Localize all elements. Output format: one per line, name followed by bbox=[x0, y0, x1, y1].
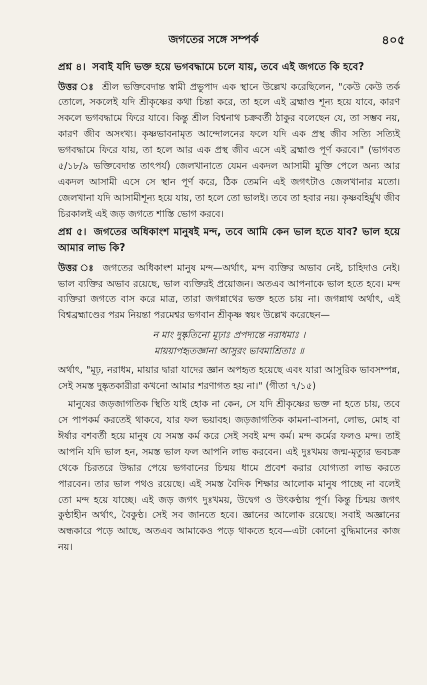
question-label: প্রশ্ন ৪। bbox=[58, 62, 86, 73]
page-header bbox=[0, 32, 427, 48]
sanskrit-verse bbox=[58, 328, 400, 359]
page-content bbox=[58, 60, 400, 558]
running-title: জগতের সঙ্গে সম্পর্ক bbox=[168, 33, 259, 46]
answer-label: উত্তর ঃ bbox=[58, 81, 95, 93]
question-text: সবাই যদি ভক্ত হয়ে ভগবদ্ধামে চলে যায়, তবে এই জগতে কি হবে? bbox=[92, 62, 365, 73]
question-text: জগতের অধিকাংশ মানুষই মন্দ, তবে আমি কেন ভাল হতে যাব? ভাল হয়ে আমার লাভ কি? bbox=[58, 226, 401, 255]
question-label: প্রশ্ন ৫। bbox=[58, 226, 87, 238]
answer-5-paragraph-2: মানুষের জড়জাগতিক স্থিতি যাই হোক না কেন, সে যদি শ্রীকৃষ্ণের ভক্ত না হতে চায়, তবে সে পাপকর্ম করতেই থাকবে, যার ফল ভয়াবহ। জড়জাগতিক কামনা-বাসনা, লোভ, মোহ বা ঈর্ষার বশবর্তী হয়ে মানুষ যে সমস্ত কর্ম করে সেই সবই মন্দ কর্ম। মন্দ কর্মের ফলও মন্দ। তাই আপনি যদি ভাল হন, সমস্ত ভাল ফল আপনি লাভ করবেন। এই দুঃখময় জন্ম-মৃত্যুর ভবচক্র থেকে চিরতরে উদ্ধার পেয়ে ভগবানের চিন্ময় ধামে প্রবেশ করার যোগ্যতা লাভ করতে পারবেন। তার ভাল পথও রয়েছে। এই সমস্ত বৈদিক শিক্ষার আলোক মানুষ পাচ্ছে না বলেই তো মন্দ হয়ে যাচ্ছে। এই জড় জগৎ দুঃখময়, উদ্বেগ ও উৎকণ্ঠায় পূর্ণ। কিন্তু চিন্ময় জগৎ কুণ্ঠাহীন অর্থাৎ, বৈকুণ্ঠ। সেই সব জানতে হবে। জ্ঞানের আলোক রয়েছে। সবাই অজ্ঞানের অন্ধকারে পড়ে আছে, অতএব আমাকেও পড়ে থাকতে হবে—এটা কোনো বুদ্ধিমানের কাজ নয়। bbox=[58, 399, 400, 554]
answer-label: উত্তর ঃ bbox=[58, 262, 96, 274]
page-number: ৪০৫ bbox=[381, 33, 405, 47]
question-4 bbox=[58, 60, 400, 77]
answer-4-paragraph-1 bbox=[58, 80, 400, 223]
question-5 bbox=[58, 225, 400, 258]
answer-text: জগতের অধিকাংশ মানুষ মন্দ—অর্থাৎ, মন্দ ব্যক্তির অভাব নেই, চাহিদাও নেই। ভাল ব্যক্তির অভাব রয়েছে, ভাল ব্যক্তিরই প্রয়োজন। অতএব আপনাকে ভাল হতে হবে। মন্দ ব্যক্তিরা জগতে বাস করে মাত্র, তারা জগন্নাথের ভক্ত হতে চায় না। জগন্নাথ অর্থাৎ, এই বিশ্বব্রহ্মাণ্ডের পরম নিয়ন্তা পরমেশ্বর ভগবান শ্রীকৃষ্ণ স্বয়ং উল্লেখ করেছেন— bbox=[58, 262, 400, 322]
verse-line-1: ন মাং দুষ্কৃতিনো মূঢ়াঃ প্রপদ্যন্তে নরাধমাঃ । bbox=[152, 330, 306, 342]
answer-text: শ্রীল ভক্তিবেদান্ত স্বামী প্রভুপাদ এক স্থানে উল্লেখ করেছিলেন, "কেউ কেউ তর্ক তোলে, সকলেই যদি শ্রীকৃষ্ণের কথা চিন্তা করে, তা হলে এই ব্রহ্মাণ্ড শূন্য হয়ে যাবে, কারণ সকলে ভগবদ্ধামে ফিরে যাবে। কিন্তু শ্রীল বিশ্বনাথ চক্রবর্তী ঠাকুর বলেছেন যে, তা সম্ভব নয়, কারণ জীব অসংখ্য। কৃষ্ণভাবনামৃত আন্দোলনের ফলে যদি এক প্রস্থ জীব সত্যি সত্যিই ভগবদ্ধামে ফিরে যায়, তা হলে আর এক প্রস্থ জীব এসে এই ব্রহ্মাণ্ড পূর্ণ করবে।" (ভাগবত ৫/১৮/৯ ভক্তিবেদান্ত তাৎপর্য) জেলখানাতে যেমন একদল আসামী মুক্তি পেলে অন্য আর একদল আসামী এসে সে স্থান পূর্ণ করে, ঠিক তেমনি এই জগৎটাও জেলখানার মতো। জেলখানা যদি আসামীশূন্য হয়ে যায়, তা হলে তো ভালই। তবে তা হবার নয়। কৃষ্ণবহির্মুখ জীব চিরকালই এই জড় জগতে শাস্তি ভোগ করবে। bbox=[58, 81, 400, 220]
verse-line-2: মায়য়াপহৃতজ্ঞানা আসুরং ভাবমাশ্রিতাঃ ॥ bbox=[154, 345, 304, 357]
answer-5-paragraph-1 bbox=[58, 261, 400, 325]
verse-translation-paragraph: অর্থাৎ, "মূঢ়, নরাধম, মায়ার দ্বারা যাদের জ্ঞান অপহৃত হয়েছে এবং যারা আসুরিক ভাবসম্পন্ন, সেই সমস্ত দুষ্কৃতকারীরা কখনো আমার শরণাগত হয় না।" (গীতা ৭/১৫) bbox=[58, 365, 400, 393]
